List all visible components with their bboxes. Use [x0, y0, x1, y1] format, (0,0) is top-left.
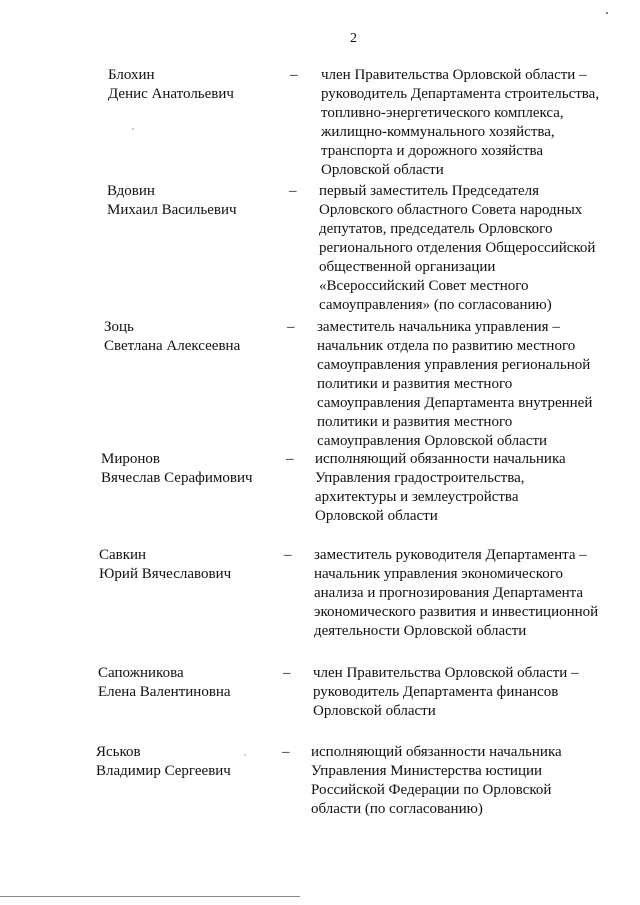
role-line: заместитель руководителя Департамента – [314, 547, 587, 563]
member-given-names: Денис Анатольевич [108, 86, 234, 102]
member-given-names: Юрий Вячеславович [99, 566, 232, 582]
member-name [96, 743, 231, 781]
role-line: транспорта и дорожного хозяйства [321, 143, 544, 159]
member-name [107, 182, 237, 220]
member-role [311, 743, 611, 819]
scan-speck [244, 754, 246, 756]
role-line: жилищно-коммунального хозяйства, [321, 124, 555, 140]
member-role [314, 546, 614, 641]
separator-dash: – [290, 67, 298, 83]
member-given-names: Михаил Васильевич [107, 202, 237, 218]
role-line: самоуправления Орловской области [317, 433, 548, 449]
member-role [315, 450, 615, 526]
member-surname: Блохин [108, 67, 155, 83]
role-line: деятельности Орловской области [314, 623, 527, 639]
member-surname: Вдовин [107, 183, 155, 199]
page-number: 2 [350, 31, 357, 46]
role-line: Орловской области [313, 703, 436, 719]
role-line: депутатов, председатель Орловского [319, 221, 553, 237]
role-line: Орловской области [321, 162, 444, 178]
role-line: Управления Министерства юстиции [311, 763, 543, 779]
member-role [313, 664, 613, 721]
member-role [319, 182, 619, 315]
role-line: «Всероссийский Совет местного [319, 278, 529, 294]
member-role [317, 318, 617, 451]
role-line: заместитель начальника управления – [317, 319, 560, 335]
member-name [108, 66, 234, 104]
separator-dash: – [283, 665, 291, 681]
role-line: руководитель Департамента строительства, [321, 86, 600, 102]
member-name [101, 450, 253, 488]
role-line: самоуправления управления региональной [317, 357, 591, 373]
role-line: Российской Федерации по Орловской [311, 782, 552, 798]
role-line: регионального отделения Общероссийской [319, 240, 596, 256]
member-name [99, 546, 231, 584]
separator-dash: – [289, 183, 297, 199]
separator-dash: – [287, 319, 295, 335]
role-line: Орловского областного Совета народных [319, 202, 583, 218]
member-surname: Сапожникова [98, 665, 184, 681]
role-line: Управления градостроительства, [315, 470, 525, 486]
role-line: политики и развития местного [317, 376, 513, 392]
role-line: член Правительства Орловской области – [313, 665, 579, 681]
separator-dash: – [284, 547, 292, 563]
member-surname: Яськов [96, 744, 141, 760]
role-line: политики и развития местного [317, 414, 513, 430]
role-line: руководитель Департамента финансов [313, 684, 559, 700]
member-role [321, 66, 621, 180]
role-line: анализа и прогнозирования Департамента [314, 585, 584, 601]
role-line: начальник управления экономического [314, 566, 564, 582]
role-line: топливно-энергетического комплекса, [321, 105, 564, 121]
role-line: самоуправления» (по согласованию) [319, 297, 552, 313]
member-surname: Зоць [104, 319, 134, 335]
role-line: самоуправления Департамента внутренней [317, 395, 593, 411]
role-line: экономического развития и инвестиционной [314, 604, 599, 620]
footer-rule [0, 896, 300, 897]
member-given-names: Елена Валентиновна [98, 684, 231, 700]
role-line: исполняющий обязанности начальника [315, 451, 566, 467]
member-surname: Миронов [101, 451, 160, 467]
role-line: архитектуры и землеустройства [315, 489, 519, 505]
separator-dash: – [282, 744, 290, 760]
member-name [104, 318, 240, 356]
role-line: исполняющий обязанности начальника [311, 744, 562, 760]
scan-speck [132, 128, 134, 130]
member-surname: Савкин [99, 547, 147, 563]
scan-speck [606, 12, 608, 14]
separator-dash: – [286, 451, 294, 467]
member-given-names: Вячеслав Серафимович [101, 470, 253, 486]
role-line: общественной организации [319, 259, 496, 275]
role-line: Орловской области [315, 508, 438, 524]
member-name [98, 664, 231, 702]
role-line: области (по согласованию) [311, 801, 483, 817]
role-line: начальник отдела по развитию местного [317, 338, 576, 354]
member-given-names: Светлана Алексеевна [104, 338, 241, 354]
role-line: член Правительства Орловской области – [321, 67, 587, 83]
role-line: первый заместитель Председателя [319, 183, 539, 199]
member-given-names: Владимир Сергеевич [96, 763, 231, 779]
